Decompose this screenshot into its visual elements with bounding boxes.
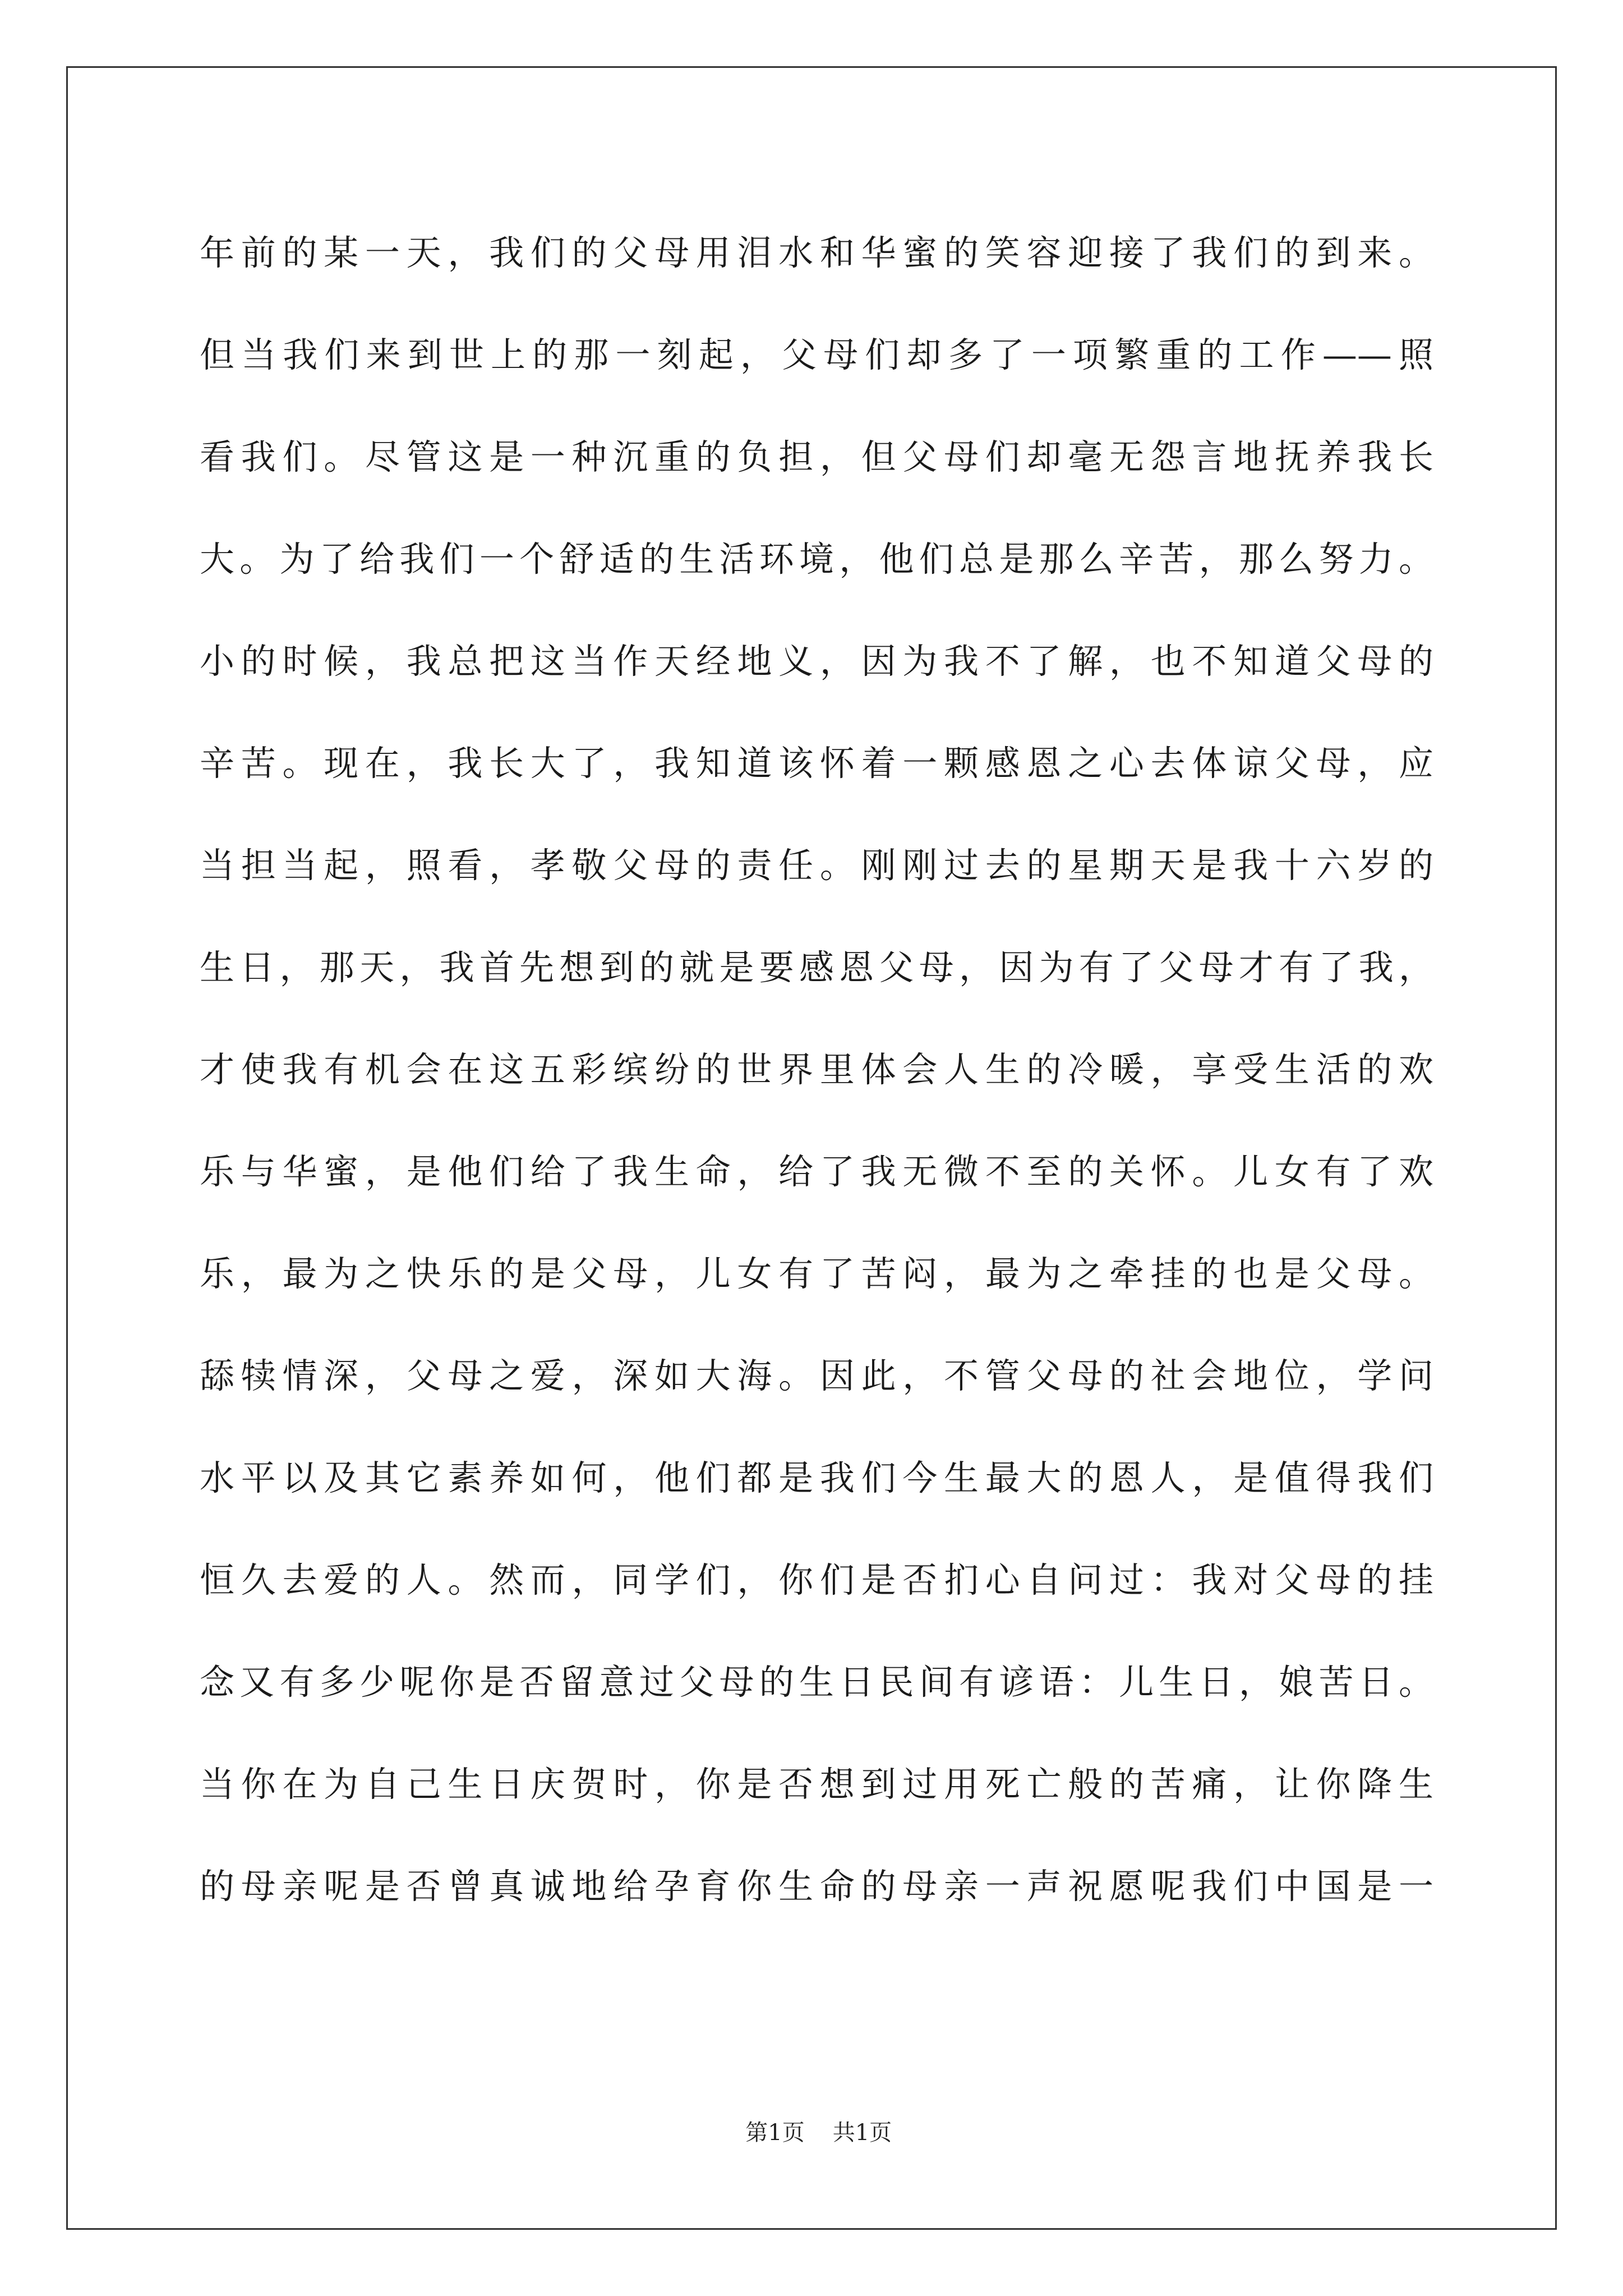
text-line-13: 水平以及其它素养如何，他们都是我们今生最大的恩人，是值得我们 bbox=[200, 1457, 1433, 1498]
text-line-16: 当你在为自己生日庆贺时，你是否想到过用死亡般的苦痛，让你降生 bbox=[200, 1764, 1433, 1805]
text-line-6: 辛苦。现在，我长大了，我知道该怀着一颗感恩之心去体谅父母，应 bbox=[200, 743, 1433, 784]
text-line-15: 念又有多少呢你是否留意过父母的生日民间有谚语：儿生日，娘苦日。 bbox=[200, 1662, 1433, 1703]
text-line-12: 舔犊情深，父母之爱，深如大海。因此，不管父母的社会地位，学问 bbox=[200, 1355, 1433, 1396]
text-line-2: 但当我们来到世上的那一刻起，父母们却多了一项繁重的工作——照 bbox=[200, 334, 1433, 375]
page-total: 共1页 bbox=[832, 2120, 892, 2146]
text-line-14: 恒久去爱的人。然而，同学们，你们是否扪心自问过：我对父母的挂 bbox=[200, 1559, 1433, 1600]
text-line-4: 大。为了给我们一个舒适的生活环境，他们总是那么辛苦，那么努力。 bbox=[200, 539, 1433, 579]
body-text bbox=[200, 202, 1433, 1938]
text-line-10: 乐与华蜜，是他们给了我生命，给了我无微不至的关怀。儿女有了欢 bbox=[200, 1151, 1433, 1192]
text-line-5: 小的时候，我总把这当作天经地义，因为我不了解，也不知道父母的 bbox=[200, 641, 1433, 682]
text-line-17: 的母亲呢是否曾真诚地给孕育你生命的母亲一声祝愿呢我们中国是一 bbox=[200, 1866, 1433, 1907]
text-line-8: 生日，那天，我首先想到的就是要感恩父母，因为有了父母才有了我， bbox=[200, 947, 1433, 988]
page-number: 第1页 bbox=[745, 2120, 805, 2146]
page-footer bbox=[0, 2089, 1623, 2147]
text-line-3: 看我们。尽管这是一种沉重的负担，但父母们却毫无怨言地抚养我长 bbox=[200, 436, 1433, 477]
text-line-7: 当担当起，照看，孝敬父母的责任。刚刚过去的星期天是我十六岁的 bbox=[200, 845, 1433, 886]
text-line-9: 才使我有机会在这五彩缤纷的世界里体会人生的冷暖，享受生活的欢 bbox=[200, 1049, 1433, 1090]
text-line-1: 年前的某一天，我们的父母用泪水和华蜜的笑容迎接了我们的到来。 bbox=[200, 232, 1433, 273]
text-line-11: 乐，最为之快乐的是父母，儿女有了苦闷，最为之牵挂的也是父母。 bbox=[200, 1253, 1433, 1294]
